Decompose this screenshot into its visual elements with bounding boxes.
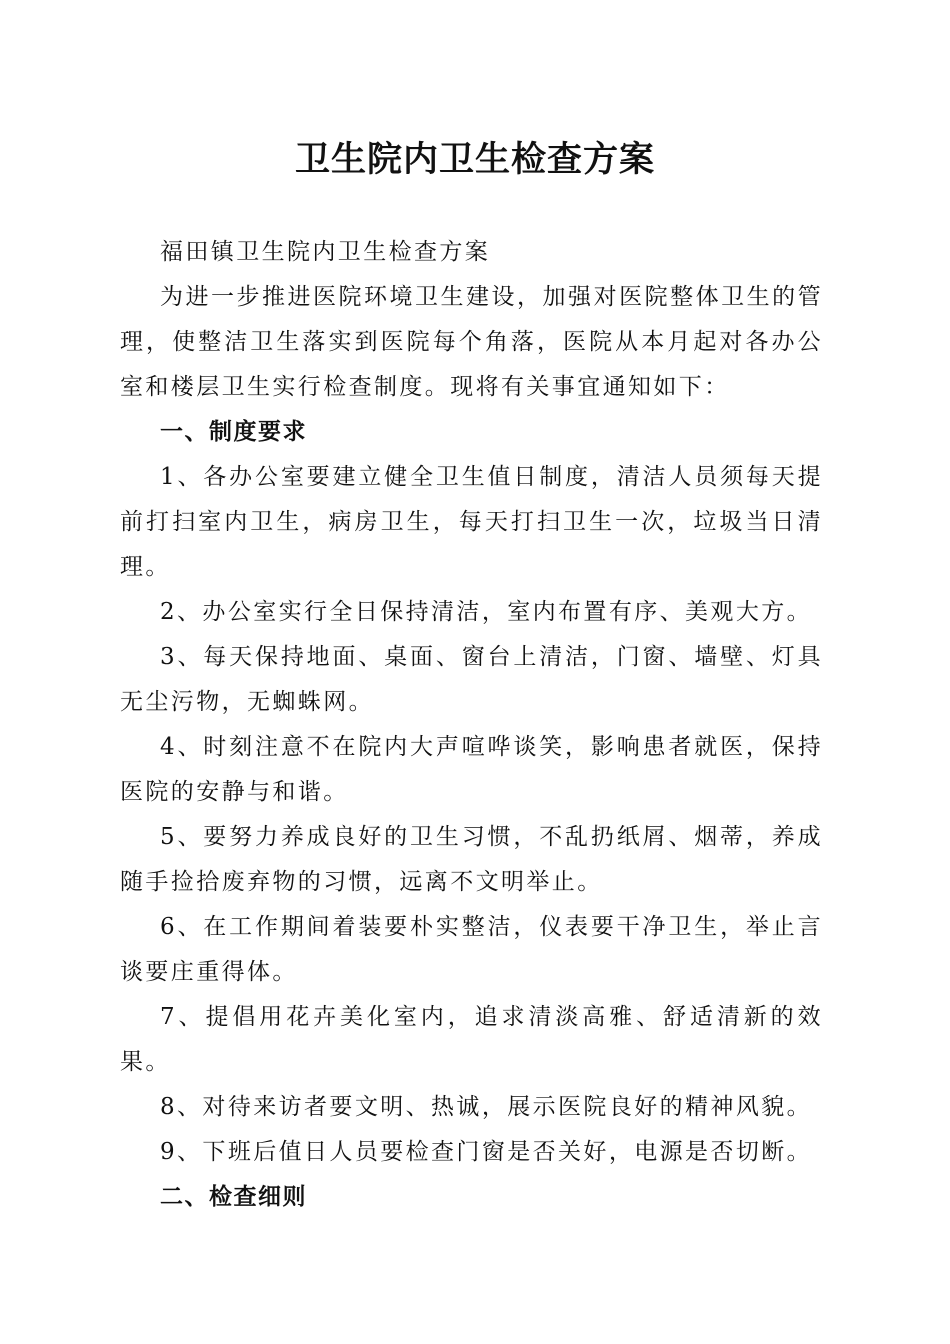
document-title: 卫生院内卫生检查方案	[294, 139, 655, 180]
requirement-item-1: 1、各办公室要建立健全卫生值日制度，清洁人员须每天提前打扫室内卫生，病房卫生，每天打扫卫生一次，垃圾当日清理。	[120, 464, 823, 580]
section-heading-inspection: 二、检查细则	[160, 1184, 307, 1210]
document-subtitle: 福田镇卫生院内卫生检查方案	[160, 239, 491, 265]
requirement-item-2: 2、办公室实行全日保持清洁，室内布置有序、美观大方。	[160, 599, 813, 625]
section-heading-requirements: 一、制度要求	[160, 419, 307, 445]
requirement-item-6: 6、在工作期间着装要朴实整洁，仪表要干净卫生，举止言谈要庄重得体。	[120, 914, 823, 985]
requirement-item-7: 7、提倡用花卉美化室内，追求清淡高雅、舒适清新的效果。	[120, 1004, 823, 1075]
requirement-item-5: 5、要努力养成良好的卫生习惯，不乱扔纸屑、烟蒂，养成随手捡拾废弃物的习惯，远离不文明举止。	[120, 824, 823, 895]
requirement-item-3: 3、每天保持地面、桌面、窗台上清洁，门窗、墙壁、灯具无尘污物，无蜘蛛网。	[120, 644, 823, 715]
requirement-item-4: 4、时刻注意不在院内大声喧哗谈笑，影响患者就医，保持医院的安静与和谐。	[120, 734, 823, 805]
intro-paragraph: 为进一步推进医院环境卫生建设，加强对医院整体卫生的管理，使整洁卫生落实到医院每个角落，医院从本月起对各办公室和楼层卫生实行检查制度。现将有关事宜通知如下：	[120, 284, 823, 400]
requirement-item-9: 9、下班后值日人员要检查门窗是否关好，电源是否切断。	[160, 1139, 813, 1165]
document-body	[120, 230, 823, 1220]
requirement-item-8: 8、对待来访者要文明、热诚，展示医院良好的精神风貌。	[160, 1094, 813, 1120]
